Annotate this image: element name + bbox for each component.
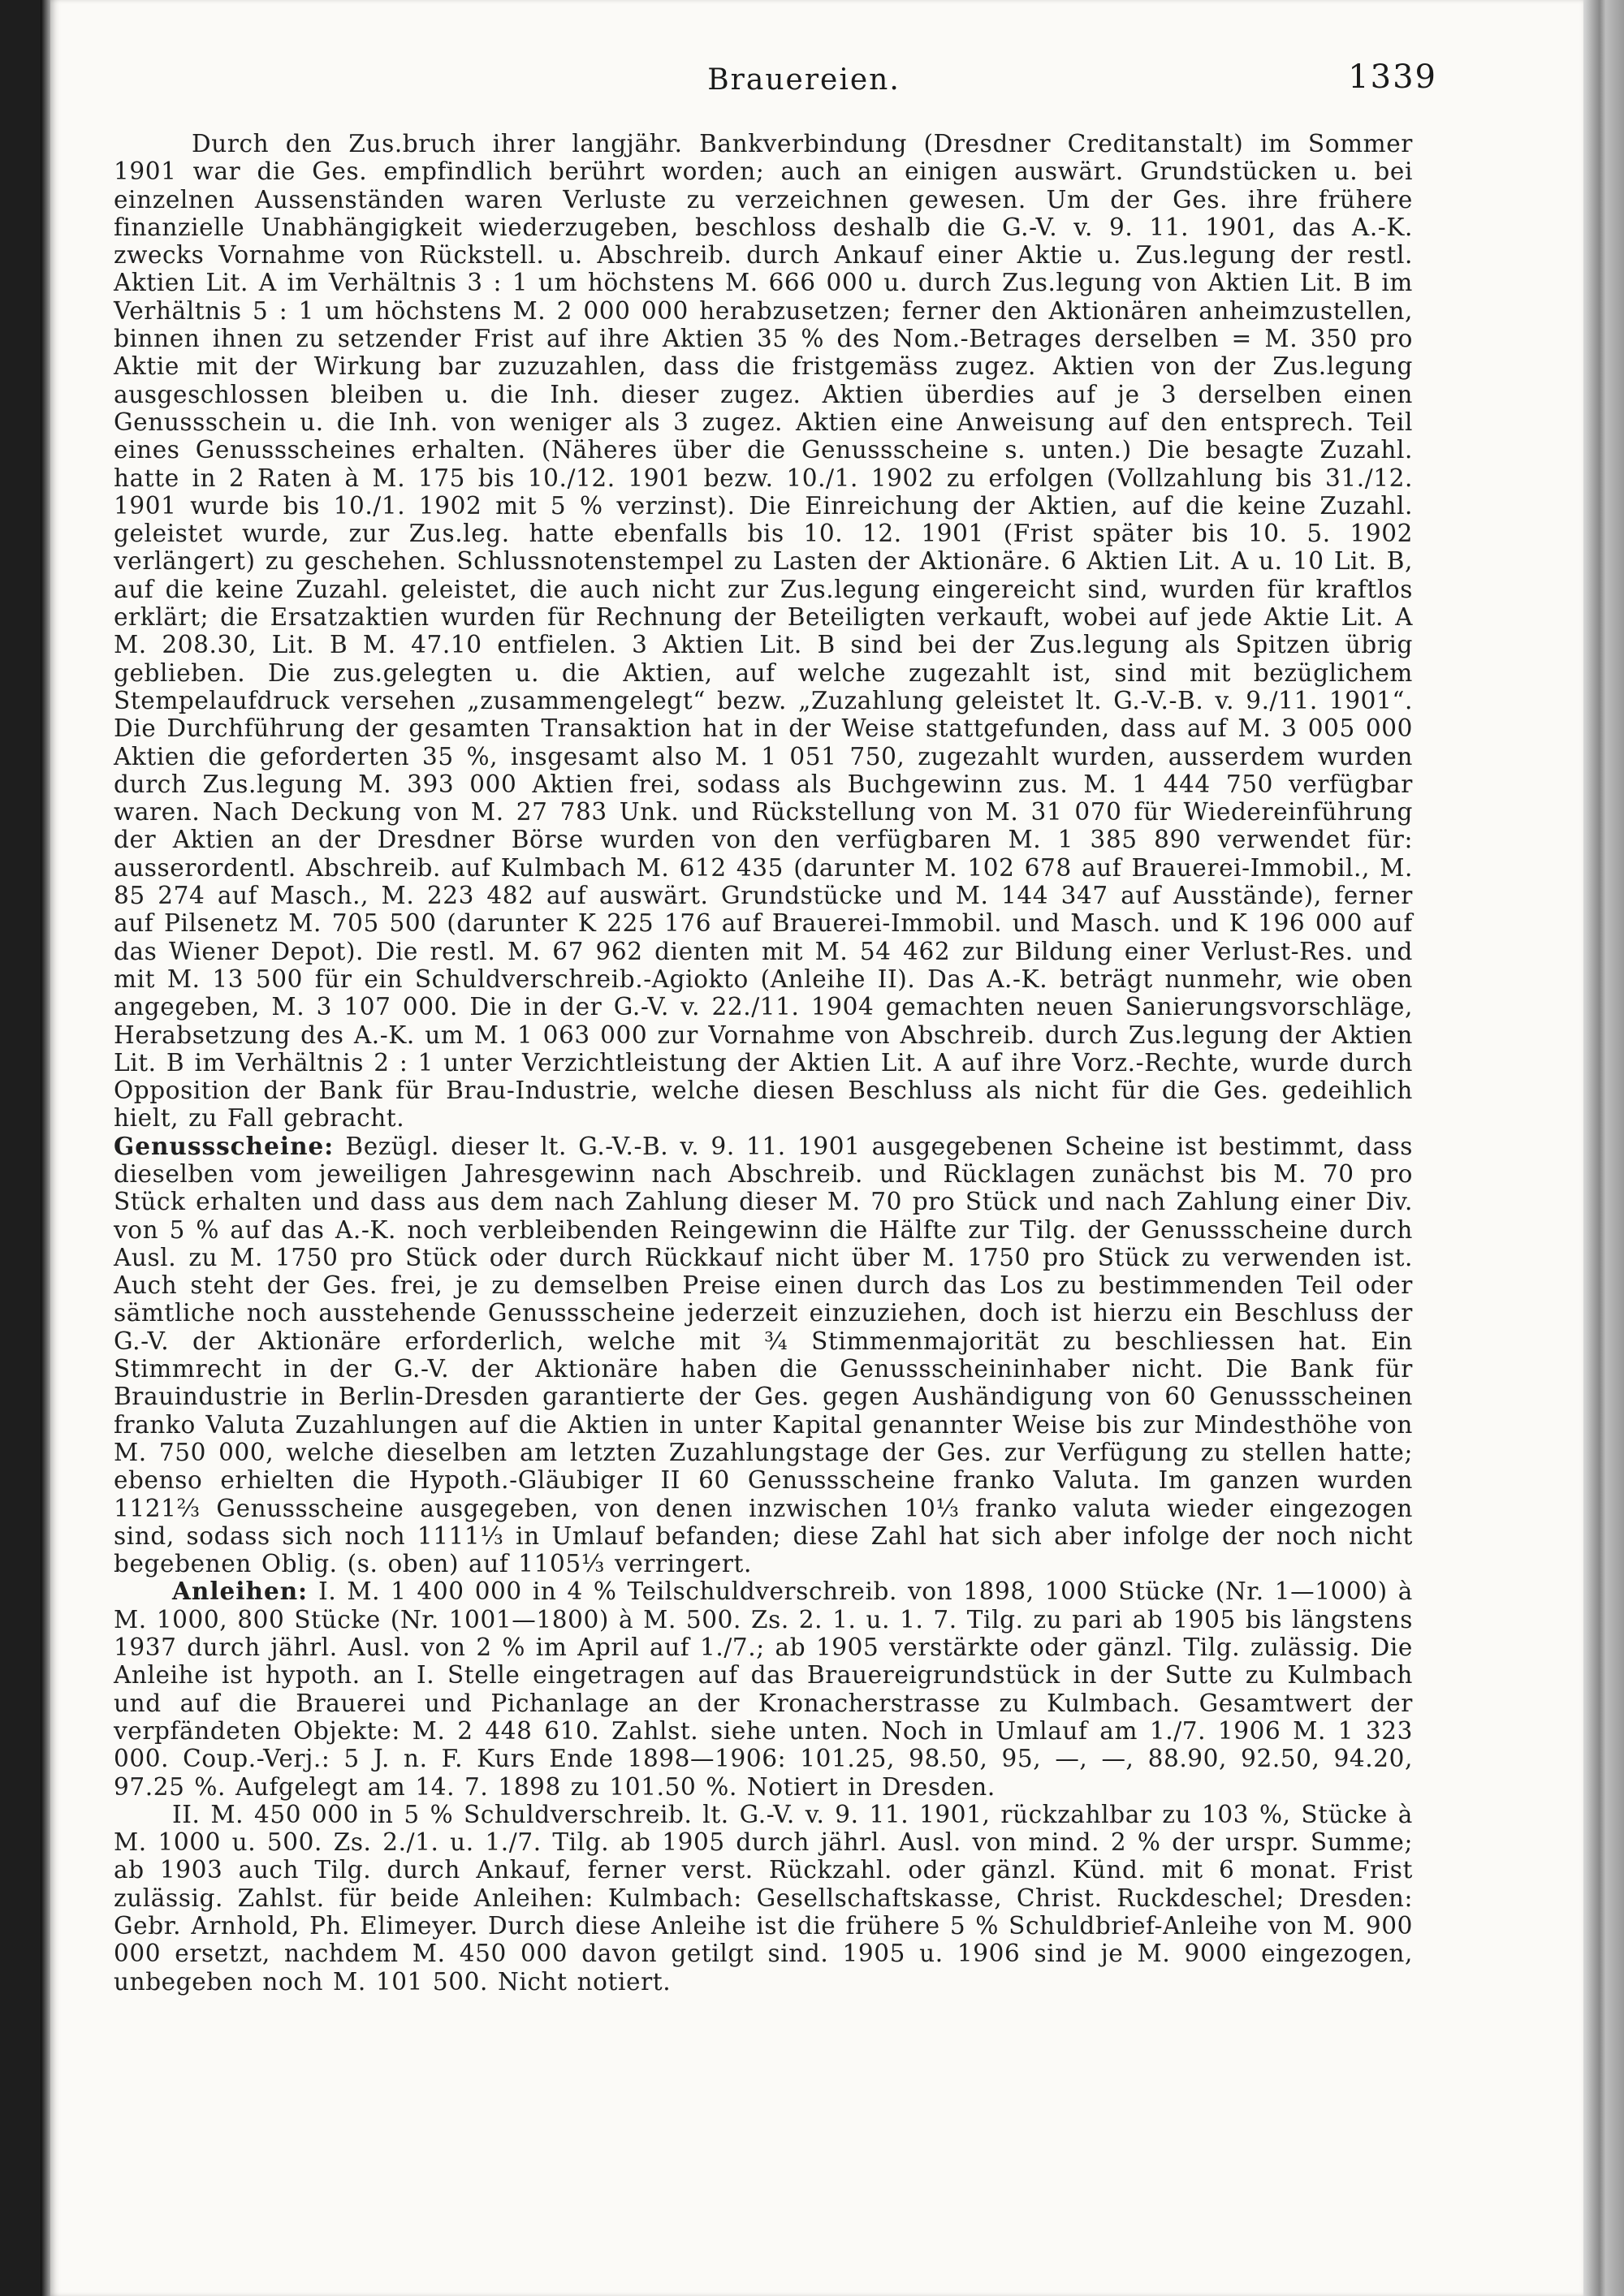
page-right-edge [1583, 0, 1624, 2296]
section-heading-genussscheine: Genussscheine: [114, 1131, 335, 1160]
genussscheine-text: Bezügl. dieser lt. G.-V.-B. v. 9. 11. 1901 ausgegebenen Scheine ist bestimmt, dass dieselben vom jeweiligen Jahresgewinn nach Abschreib. und Rücklagen zunächst bis M. 70 pro Stück erhalten und dass aus dem nach Zahlung dieser M. 70 pro Stück und nach Zahlung einer Div. von 5 % auf das A.-K. noch verbleibenden Reingewinn die Hälfte zur Tilg. der Genussscheine durch Ausl. zu M. 1750 pro Stück oder durch Rückkauf nicht über M. 1750 pro Stück zu verwenden ist. Auch steht der Ges. frei, je zu demselben Preise einen durch das Los zu bestimmenden Teil oder sämtliche noch ausstehende Genussscheine jederzeit einzuziehen, doch ist hierzu ein Beschluss der G.-V. der Aktionäre erforderlich, welche mit ¾ Stimmenmajorität zu beschliessen hat. Ein Stimmrecht in der G.-V. der Aktionäre haben die Genussscheininhaber nicht. Die Bank für Brauindustrie in Berlin-Dresden garantierte der Ges. gegen Aushändigung von 60 Genussscheinen franko Valuta Zuzahlungen auf die Aktien in unter Kapital genannter Weise bis zur Mindesthöhe von M. 750 000, welche dieselben am letzten Zuzahlungstage der Ges. zur Verfügung zu stellen hatte; ebenso erhielten die Hypoth.-Gläubiger II 60 Genussscheine franko Valuta. Im ganzen wurden 1121⅔ Genussscheine ausgegeben, von denen inzwischen 10⅓ franko valuta wieder eingezogen sind, sodass sich noch 1111⅓ in Umlauf befanden; diese Zahl hat sich aber infolge der noch nicht begebenen Oblig. (s. oben) auf 1105⅓ verringert. [114, 1132, 1413, 1578]
paragraph-genussscheine [114, 1133, 1413, 1578]
paragraph-anleihen [114, 1577, 1413, 1800]
article-body [114, 130, 1413, 1996]
paragraph-restructuring: Durch den Zus.bruch ihrer langjähr. Bankverbindung (Dresdner Creditanstalt) im Sommer 1901 war die Ges. empfindlich berührt worden; auch an einigen auswärt. Grundstücken u. bei einzelnen Aussenständen waren Verluste zu verzeichnen gewesen. Um der Ges. ihre frühere finanzielle Unabhängigkeit wiederzugeben, beschloss deshalb die G.-V. v. 9. 11. 1901, das A.-K. zwecks Vornahme von Rückstell. u. Abschreib. durch Ankauf einer Aktie u. Zus.legung der restl. Aktien Lit. A im Verhältnis 3 : 1 um höchstens M. 666 000 u. durch Zus.legung von Aktien Lit. B im Verhältnis 5 : 1 um höchstens M. 2 000 000 herabzusetzen; ferner den Aktionären anheimzustellen, binnen ihnen zu setzender Frist auf ihre Aktien 35 % des Nom.-Betrages derselben = M. 350 pro Aktie mit der Wirkung bar zuzuzahlen, dass die fristgemäss zugez. Aktien von der Zus.legung ausgeschlossen bleiben u. die Inh. dieser zugez. Aktien überdies auf je 3 derselben einen Genussschein u. die Inh. von weniger als 3 zugez. Aktien eine Anweisung auf den entsprech. Teil eines Genussscheines erhalten. (Näheres über die Genussscheine s. unten.) Die besagte Zuzahl. hatte in 2 Raten à M. 175 bis 10./12. 1901 bezw. 10./1. 1902 zu erfolgen (Vollzahlung bis 31./12. 1901 wurde bis 10./1. 1902 mit 5 % verzinst). Die Einreichung der Aktien, auf die keine Zuzahl. geleistet wurde, zur Zus.leg. hatte ebenfalls bis 10. 12. 1901 (Frist später bis 10. 5. 1902 verlängert) zu geschehen. Schlussnotenstempel zu Lasten der Aktionäre. 6 Aktien Lit. A u. 10 Lit. B, auf die keine Zuzahl. geleistet, die auch nicht zur Zus.legung eingereicht sind, wurden für kraftlos erklärt; die Ersatzaktien wurden für Rechnung der Beteiligten verkauft, wobei auf jede Aktie Lit. A M. 208.30, Lit. B M. 47.10 entfielen. 3 Aktien Lit. B sind bei der Zus.legung als Spitzen übrig geblieben. Die zus.gelegten u. die Aktien, auf welche zugezahlt ist, sind mit bezüglichem Stempelaufdruck versehen „zusammengelegt“ bezw. „Zuzahlung geleistet lt. G.-V.-B. v. 9./11. 1901“. Die Durchführung der gesamten Transaktion hat in der Weise stattgefunden, dass auf M. 3 005 000 Aktien die geforderten 35 %, insgesamt also M. 1 051 750, zugezahlt wurden, ausserdem wurden durch Zus.legung M. 393 000 Aktien frei, sodass als Buchgewinn zus. M. 1 444 750 verfügbar waren. Nach Deckung von M. 27 783 Unk. und Rückstellung von M. 31 070 für Wiedereinführung der Aktien an der Dresdner Börse wurden von den verfügbaren M. 1 385 890 verwendet für: ausserordentl. Abschreib. auf Kulmbach M. 612 435 (darunter M. 102 678 auf Brauerei-Immobil., M. 85 274 auf Masch., M. 223 482 auf auswärt. Grundstücke und M. 144 347 auf Ausstände), ferner auf Pilsenetz M. 705 500 (darunter K 225 176 auf Brauerei-Immobil. und Masch. und K 196 000 auf das Wiener Depot). Die restl. M. 67 962 dienten mit M. 54 462 zur Bildung einer Verlust-Res. und mit M. 13 500 für ein Schuldverschreib.-Agiokto (Anleihe II). Das A.-K. beträgt nunmehr, wie oben angegeben, M. 3 107 000. Die in der G.-V. v. 22./11. 1904 gemachten neuen Sanierungsvorschläge, Herabsetzung des A.-K. um M. 1 063 000 zur Vornahme von Abschreib. durch Zus.legung der Aktien Lit. B im Verhältnis 2 : 1 unter Verzichtleistung der Aktien Lit. A auf ihre Vorz.-Rechte, wurde durch Opposition der Bank für Brau-Industrie, welche diesen Beschluss als nicht für die Ges. gedeihlich hielt, zu Fall gebracht. [114, 130, 1413, 1133]
paragraph-anleihe-ii: II. M. 450 000 in 5 % Schuldverschreib. lt. G.-V. v. 9. 11. 1901, rückzahlbar zu 103 %, Stücke à M. 1000 u. 500. Zs. 2./1. u. 1./7. Tilg. ab 1905 durch jährl. Ausl. von mind. 2 % der urspr. Summe; ab 1903 auch Tilg. durch Ankauf, ferner verst. Rückzahl. oder gänzl. Künd. mit 6 monat. Frist zulässig. Zahlst. für beide Anleihen: Kulmbach: Gesellschaftskasse, Christ. Ruckdeschel; Dresden: Gebr. Arnhold, Ph. Elimeyer. Durch diese Anleihe ist die frühere 5 % Schuldbrief-Anleihe von M. 900 000 ersetzt, nachdem M. 450 000 davon getilgt sind. 1905 u. 1906 sind je M. 9000 eingezogen, unbegeben noch M. 101 500. Nicht notiert. [114, 1800, 1413, 1996]
page-number: 1339 [1348, 58, 1437, 96]
anleihen-text: I. M. 1 400 000 in 4 % Teilschuldverschreib. von 1898, 1000 Stücke (Nr. 1—1000) à M. 1000, 800 Stücke (Nr. 1001—1800) à M. 500. Zs. 2. 1. u. 1. 7. Tilg. zu pari ab 1905 bis längstens 1937 durch jährl. Ausl. von 2 % im April auf 1./7.; ab 1905 verstärkte oder gänzl. Tilg. zulässig. Die Anleihe ist hypoth. an I. Stelle eingetragen auf das Brauereigrundstück in der Sutte zu Kulmbach und auf die Brauerei und Pichanlage an der Kronacherstrasse zu Kulmbach. Gesamtwert der verpfändeten Objekte: M. 2 448 610. Zahlst. siehe unten. Noch in Umlauf am 1./7. 1906 M. 1 323 000. Coup.-Verj.: 5 J. n. F. Kurs Ende 1898—1906: 101.25, 98.50, 95, —, —, 88.90, 92.50, 94.20, 97.25 %. Aufgelegt am 14. 7. 1898 zu 101.50 %. Notiert in Dresden. [114, 1577, 1413, 1801]
section-heading-anleihen: Anleihen: [172, 1577, 309, 1606]
page-header [179, 58, 1437, 112]
running-head: Brauereien. [707, 63, 901, 97]
